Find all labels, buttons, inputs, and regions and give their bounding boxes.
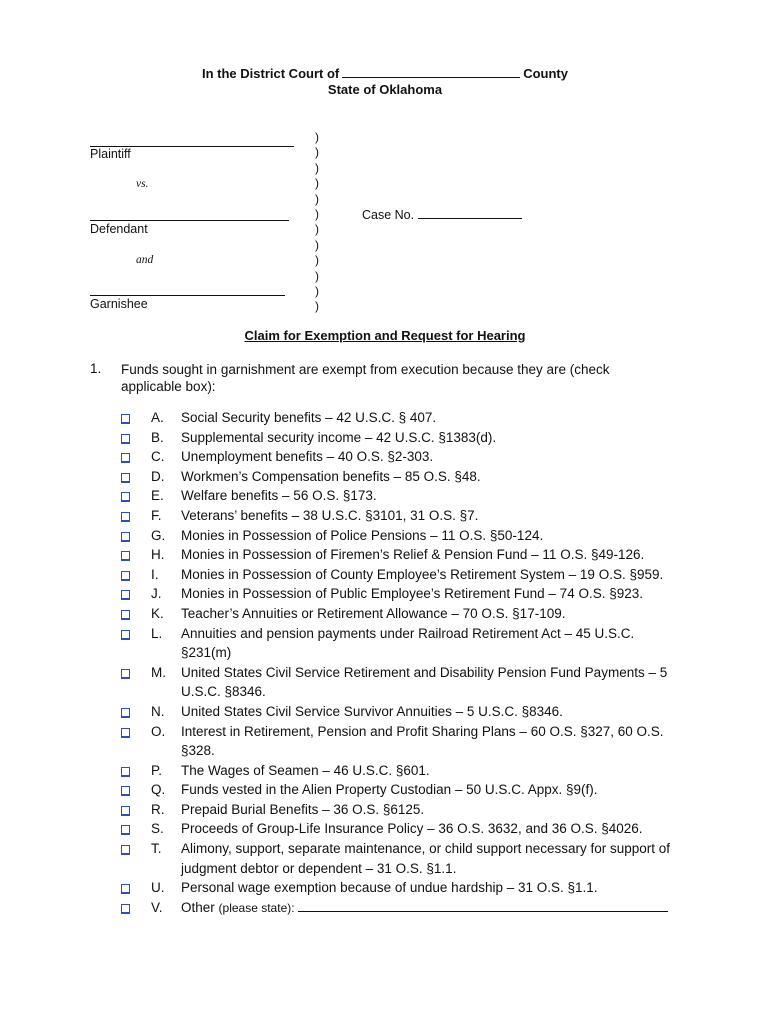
other-note: (please state):	[218, 900, 295, 915]
option-m	[0, 665, 770, 704]
option-letter: N.	[151, 703, 165, 719]
option-text: Unemployment benefits – 40 O.S. §2-303.	[181, 449, 434, 465]
defendant-label: Defendant	[90, 222, 148, 236]
case-number	[362, 207, 522, 222]
option-letter: M.	[151, 664, 166, 680]
option-letter: C.	[151, 449, 165, 465]
other-blank[interactable]	[298, 899, 668, 912]
checkbox[interactable]	[121, 610, 130, 620]
checkbox[interactable]	[121, 845, 130, 855]
option-text: Monies in Possession of Police Pensions – 11 O.S. §50-124.	[181, 527, 544, 543]
and-label: and	[136, 254, 154, 266]
option-text: Social Security benefits – 42 U.S.C. § 407.	[181, 410, 437, 425]
option-text: Monies in Possession of County Employee’s Retirement System – 19 O.S. §959.	[181, 566, 664, 582]
checkbox[interactable]	[121, 786, 130, 796]
checkbox[interactable]	[121, 512, 130, 522]
item1-text: Funds sought in garnishment are exempt from execution because they are (check applicable box):	[121, 362, 610, 394]
court-suffix: County	[523, 66, 568, 81]
option-o	[0, 724, 770, 763]
checkbox[interactable]	[121, 825, 130, 835]
option-text: The Wages of Seamen – 46 U.S.C. §601.	[181, 762, 430, 778]
checkbox[interactable]	[121, 669, 130, 679]
claim-title: Claim for Exemption and Request for Hearing	[244, 328, 526, 343]
defendant-blank[interactable]	[90, 220, 289, 221]
garnishee-blank[interactable]	[90, 295, 285, 296]
option-letter: J.	[151, 586, 162, 602]
exemption-options-list	[0, 410, 770, 919]
vs-label: vs.	[136, 178, 149, 190]
state-line: State of Oklahoma	[327, 82, 443, 97]
checkbox[interactable]	[121, 453, 130, 463]
other-label: Other	[181, 899, 215, 915]
option-letter: Q.	[151, 782, 166, 798]
option-text-other	[181, 898, 681, 919]
option-text: United States Civil Service Retirement and Disability Pension Fund Payments – 5 U.S.C. §8346.	[181, 664, 668, 700]
case-number-label: Case No.	[362, 208, 415, 222]
option-text: Welfare benefits – 56 O.S. §173.	[181, 488, 377, 504]
option-text: Alimony, support, separate maintenance, or child support necessary for support of judgment debtor or dependent – 31 O.S. §1.1.	[181, 841, 671, 876]
checkbox[interactable]	[121, 492, 130, 502]
checkbox[interactable]	[121, 728, 130, 738]
option-text: Proceeds of Group-Life Insurance Policy – 36 O.S. 3632, and 36 O.S. §4026.	[181, 821, 643, 837]
option-text: Workmen’s Compensation benefits – 85 O.S. §48.	[181, 468, 481, 484]
court-line	[0, 65, 770, 81]
checkbox[interactable]	[121, 414, 130, 424]
option-letter: S.	[151, 821, 164, 837]
option-letter: V.	[151, 899, 163, 915]
option-letter: D.	[151, 468, 165, 484]
option-letter: O.	[151, 723, 166, 739]
option-letter: L.	[151, 625, 163, 641]
option-text: Funds vested in the Alien Property Custodian – 50 U.S.C. Appx. §9(f).	[181, 782, 598, 798]
option-letter: R.	[151, 801, 165, 817]
checkbox[interactable]	[121, 590, 130, 600]
option-letter: H.	[151, 547, 165, 563]
checkbox[interactable]	[121, 551, 130, 561]
checkbox[interactable]	[121, 434, 130, 444]
checkbox[interactable]	[121, 904, 130, 914]
option-l	[0, 626, 770, 665]
option-letter: F.	[151, 507, 162, 523]
checkbox[interactable]	[121, 767, 130, 777]
county-blank[interactable]	[342, 65, 520, 78]
option-text: Teacher’s Annuities or Retirement Allowance – 70 O.S. §17-109.	[181, 605, 566, 621]
option-letter: E.	[151, 488, 164, 504]
option-letter: G.	[151, 527, 166, 543]
option-text: Annuities and pension payments under Railroad Retirement Act – 45 U.S.C. §231(m)	[181, 625, 635, 661]
item1-number: 1.	[90, 361, 102, 376]
option-letter: P.	[151, 762, 163, 778]
court-prefix: In the District Court of	[202, 66, 340, 81]
caption-parentheses: ) ) ) ) ) ) ) ) ) ) ) )	[315, 130, 319, 314]
option-text: Interest in Retirement, Pension and Profit Sharing Plans – 60 O.S. §327, 60 O.S. §328.	[181, 723, 664, 759]
option-letter: K.	[151, 605, 164, 621]
checkbox[interactable]	[121, 884, 130, 894]
garnishee-label: Garnishee	[90, 297, 148, 311]
plaintiff-label: Plaintiff	[90, 147, 131, 161]
option-text: Prepaid Burial Benefits – 36 O.S. §6125.	[181, 801, 425, 817]
checkbox[interactable]	[121, 571, 130, 581]
option-text: Monies in Possession of Firemen’s Relief & Pension Fund – 11 O.S. §49-126.	[181, 547, 645, 563]
option-text: Personal wage exemption because of undue hardship – 31 O.S. §1.1.	[181, 880, 598, 896]
option-text: Monies in Possession of Public Employee’s Retirement Fund – 74 O.S. §923.	[181, 586, 643, 602]
option-v	[0, 900, 770, 920]
option-text: Supplemental security income – 42 U.S.C. §1383(d).	[181, 429, 497, 445]
checkbox[interactable]	[121, 708, 130, 718]
option-letter: U.	[151, 880, 165, 896]
option-letter: I.	[151, 566, 159, 582]
option-text: Veterans’ benefits – 38 U.S.C. §3101, 31 O.S. §7.	[181, 507, 479, 523]
checkbox[interactable]	[121, 630, 130, 640]
option-t	[0, 841, 770, 880]
option-letter: A.	[151, 410, 164, 425]
checkbox[interactable]	[121, 473, 130, 483]
checkbox[interactable]	[121, 806, 130, 816]
option-letter: B.	[151, 429, 164, 445]
case-number-blank[interactable]	[418, 207, 522, 219]
option-text: United States Civil Service Survivor Annuities – 5 U.S.C. §8346.	[181, 703, 563, 719]
option-letter: T.	[151, 841, 162, 857]
checkbox[interactable]	[121, 532, 130, 542]
